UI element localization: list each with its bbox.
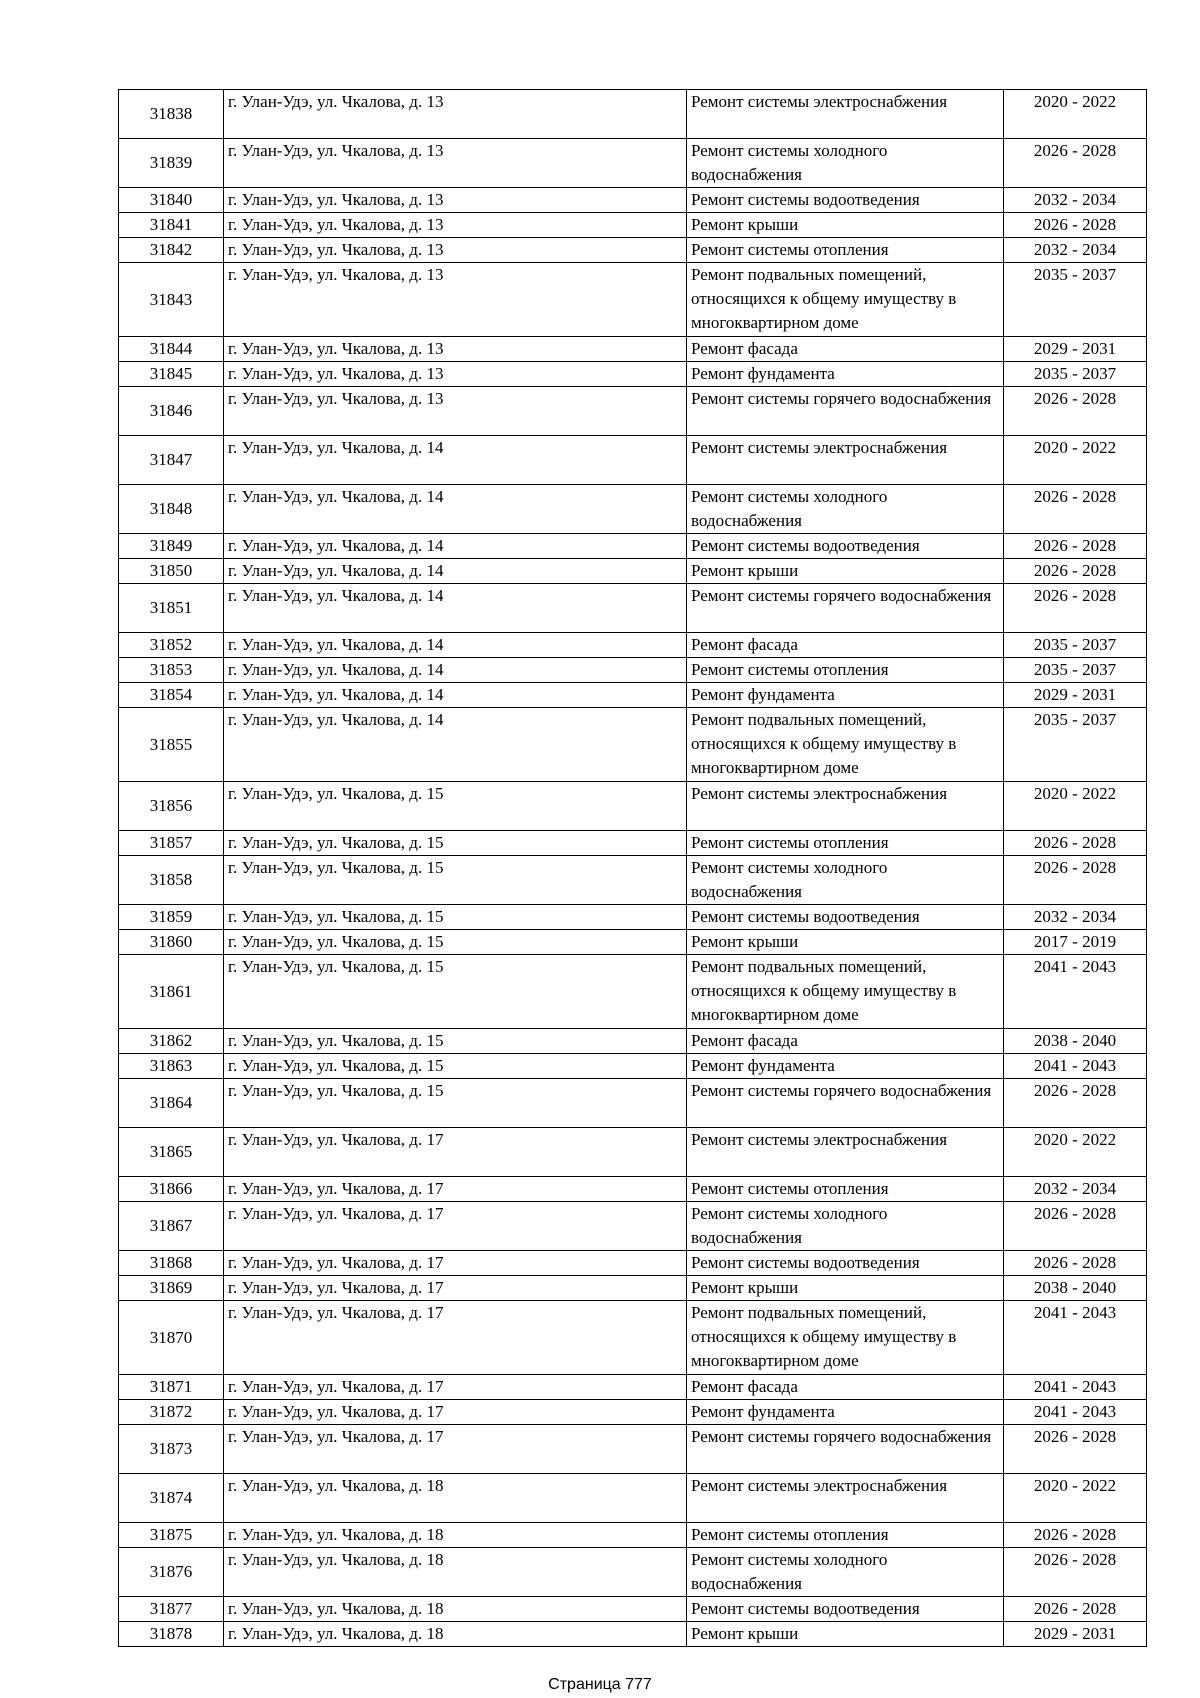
row-number-cell: 31844: [119, 337, 224, 362]
work-type-cell: Ремонт системы отопления: [687, 1523, 1004, 1548]
work-type-cell: Ремонт системы отопления: [687, 1177, 1004, 1202]
work-type-cell: Ремонт фундамента: [687, 1054, 1004, 1079]
address-cell: г. Улан-Удэ, ул. Чкалова, д. 15: [224, 905, 687, 930]
work-type-cell: Ремонт крыши: [687, 213, 1004, 238]
address-cell: г. Улан-Удэ, ул. Чкалова, д. 15: [224, 955, 687, 1029]
address-cell: г. Улан-Удэ, ул. Чкалова, д. 13: [224, 238, 687, 263]
row-number-cell: 31848: [119, 485, 224, 534]
address-cell: г. Улан-Удэ, ул. Чкалова, д. 18: [224, 1548, 687, 1597]
table-row: [119, 1523, 1147, 1548]
period-cell: 2041 - 2043: [1004, 1301, 1147, 1375]
row-number-cell: 31866: [119, 1177, 224, 1202]
table-row: [119, 633, 1147, 658]
address-cell: г. Улан-Удэ, ул. Чкалова, д. 13: [224, 90, 687, 139]
period-cell: 2038 - 2040: [1004, 1276, 1147, 1301]
address-cell: г. Улан-Удэ, ул. Чкалова, д. 15: [224, 930, 687, 955]
address-cell: г. Улан-Удэ, ул. Чкалова, д. 17: [224, 1177, 687, 1202]
table-row: [119, 831, 1147, 856]
period-cell: 2032 - 2034: [1004, 1177, 1147, 1202]
period-cell: 2020 - 2022: [1004, 1128, 1147, 1177]
row-number-cell: 31843: [119, 263, 224, 337]
table-body: [119, 90, 1147, 1647]
row-number-cell: 31870: [119, 1301, 224, 1375]
row-number-cell: 31876: [119, 1548, 224, 1597]
period-cell: 2020 - 2022: [1004, 90, 1147, 139]
work-type-cell: Ремонт системы электроснабжения: [687, 1128, 1004, 1177]
row-number-cell: 31862: [119, 1029, 224, 1054]
table-row: [119, 1597, 1147, 1622]
table-row: [119, 213, 1147, 238]
period-cell: 2026 - 2028: [1004, 1079, 1147, 1128]
work-type-cell: Ремонт системы отопления: [687, 238, 1004, 263]
address-cell: г. Улан-Удэ, ул. Чкалова, д. 17: [224, 1202, 687, 1251]
work-type-cell: Ремонт системы холодного водоснабжения: [687, 139, 1004, 188]
repair-schedule-table: [118, 89, 1147, 1647]
row-number-cell: 31842: [119, 238, 224, 263]
period-cell: 2020 - 2022: [1004, 782, 1147, 831]
row-number-cell: 31856: [119, 782, 224, 831]
row-number-cell: 31869: [119, 1276, 224, 1301]
row-number-cell: 31850: [119, 559, 224, 584]
address-cell: г. Улан-Удэ, ул. Чкалова, д. 13: [224, 387, 687, 436]
address-cell: г. Улан-Удэ, ул. Чкалова, д. 14: [224, 436, 687, 485]
period-cell: 2032 - 2034: [1004, 905, 1147, 930]
work-type-cell: Ремонт системы холодного водоснабжения: [687, 485, 1004, 534]
table-row: [119, 683, 1147, 708]
period-cell: 2026 - 2028: [1004, 1425, 1147, 1474]
row-number-cell: 31841: [119, 213, 224, 238]
row-number-cell: 31853: [119, 658, 224, 683]
period-cell: 2026 - 2028: [1004, 1202, 1147, 1251]
address-cell: г. Улан-Удэ, ул. Чкалова, д. 18: [224, 1622, 687, 1647]
row-number-cell: 31859: [119, 905, 224, 930]
work-type-cell: Ремонт крыши: [687, 930, 1004, 955]
work-type-cell: Ремонт системы водоотведения: [687, 1597, 1004, 1622]
period-cell: 2035 - 2037: [1004, 263, 1147, 337]
row-number-cell: 31863: [119, 1054, 224, 1079]
period-cell: 2026 - 2028: [1004, 856, 1147, 905]
address-cell: г. Улан-Удэ, ул. Чкалова, д. 14: [224, 534, 687, 559]
work-type-cell: Ремонт подвальных помещений, относящихся к общему имуществу в многоквартирном доме: [687, 1301, 1004, 1375]
address-cell: г. Улан-Удэ, ул. Чкалова, д. 17: [224, 1128, 687, 1177]
table-row: [119, 534, 1147, 559]
work-type-cell: Ремонт системы холодного водоснабжения: [687, 1548, 1004, 1597]
address-cell: г. Улан-Удэ, ул. Чкалова, д. 17: [224, 1425, 687, 1474]
table-row: [119, 782, 1147, 831]
table-row: [119, 139, 1147, 188]
work-type-cell: Ремонт системы горячего водоснабжения: [687, 1425, 1004, 1474]
row-number-cell: 31874: [119, 1474, 224, 1523]
table-row: [119, 559, 1147, 584]
address-cell: г. Улан-Удэ, ул. Чкалова, д. 15: [224, 782, 687, 831]
address-cell: г. Улан-Удэ, ул. Чкалова, д. 18: [224, 1523, 687, 1548]
table-row: [119, 1029, 1147, 1054]
work-type-cell: Ремонт фасада: [687, 633, 1004, 658]
row-number-cell: 31877: [119, 1597, 224, 1622]
address-cell: г. Улан-Удэ, ул. Чкалова, д. 13: [224, 263, 687, 337]
table-row: [119, 856, 1147, 905]
period-cell: 2032 - 2034: [1004, 238, 1147, 263]
period-cell: 2026 - 2028: [1004, 559, 1147, 584]
work-type-cell: Ремонт подвальных помещений, относящихся к общему имуществу в многоквартирном доме: [687, 708, 1004, 782]
period-cell: 2026 - 2028: [1004, 213, 1147, 238]
address-cell: г. Улан-Удэ, ул. Чкалова, д. 15: [224, 856, 687, 905]
row-number-cell: 31852: [119, 633, 224, 658]
period-cell: 2020 - 2022: [1004, 1474, 1147, 1523]
table-row: [119, 1301, 1147, 1375]
period-cell: 2035 - 2037: [1004, 708, 1147, 782]
table-row: [119, 1400, 1147, 1425]
table-row: [119, 1622, 1147, 1647]
period-cell: 2026 - 2028: [1004, 1597, 1147, 1622]
table-row: [119, 263, 1147, 337]
address-cell: г. Улан-Удэ, ул. Чкалова, д. 17: [224, 1301, 687, 1375]
period-cell: 2038 - 2040: [1004, 1029, 1147, 1054]
work-type-cell: Ремонт подвальных помещений, относящихся к общему имуществу в многоквартирном доме: [687, 263, 1004, 337]
table-row: [119, 955, 1147, 1029]
row-number-cell: 31873: [119, 1425, 224, 1474]
address-cell: г. Улан-Удэ, ул. Чкалова, д. 14: [224, 708, 687, 782]
work-type-cell: Ремонт системы горячего водоснабжения: [687, 387, 1004, 436]
table-row: [119, 930, 1147, 955]
table-row: [119, 658, 1147, 683]
address-cell: г. Улан-Удэ, ул. Чкалова, д. 13: [224, 188, 687, 213]
address-cell: г. Улан-Удэ, ул. Чкалова, д. 17: [224, 1276, 687, 1301]
period-cell: 2029 - 2031: [1004, 683, 1147, 708]
period-cell: 2035 - 2037: [1004, 362, 1147, 387]
address-cell: г. Улан-Удэ, ул. Чкалова, д. 14: [224, 485, 687, 534]
row-number-cell: 31868: [119, 1251, 224, 1276]
address-cell: г. Улан-Удэ, ул. Чкалова, д. 17: [224, 1400, 687, 1425]
table-row: [119, 1251, 1147, 1276]
address-cell: г. Улан-Удэ, ул. Чкалова, д. 15: [224, 1079, 687, 1128]
address-cell: г. Улан-Удэ, ул. Чкалова, д. 13: [224, 139, 687, 188]
work-type-cell: Ремонт системы холодного водоснабжения: [687, 1202, 1004, 1251]
work-type-cell: Ремонт системы электроснабжения: [687, 782, 1004, 831]
table-row: [119, 584, 1147, 633]
address-cell: г. Улан-Удэ, ул. Чкалова, д. 13: [224, 213, 687, 238]
work-type-cell: Ремонт системы отопления: [687, 831, 1004, 856]
row-number-cell: 31865: [119, 1128, 224, 1177]
table-row: [119, 387, 1147, 436]
work-type-cell: Ремонт системы электроснабжения: [687, 90, 1004, 139]
address-cell: г. Улан-Удэ, ул. Чкалова, д. 18: [224, 1474, 687, 1523]
table-row: [119, 1177, 1147, 1202]
work-type-cell: Ремонт системы горячего водоснабжения: [687, 584, 1004, 633]
period-cell: 2035 - 2037: [1004, 658, 1147, 683]
table-row: [119, 337, 1147, 362]
row-number-cell: 31857: [119, 831, 224, 856]
table-row: [119, 1054, 1147, 1079]
work-type-cell: Ремонт системы горячего водоснабжения: [687, 1079, 1004, 1128]
work-type-cell: Ремонт системы холодного водоснабжения: [687, 856, 1004, 905]
period-cell: 2026 - 2028: [1004, 1251, 1147, 1276]
period-cell: 2032 - 2034: [1004, 188, 1147, 213]
row-number-cell: 31864: [119, 1079, 224, 1128]
row-number-cell: 31854: [119, 683, 224, 708]
row-number-cell: 31839: [119, 139, 224, 188]
table-row: [119, 1375, 1147, 1400]
work-type-cell: Ремонт крыши: [687, 1276, 1004, 1301]
work-type-cell: Ремонт системы электроснабжения: [687, 436, 1004, 485]
row-number-cell: 31840: [119, 188, 224, 213]
work-type-cell: Ремонт системы водоотведения: [687, 1251, 1004, 1276]
work-type-cell: Ремонт системы отопления: [687, 658, 1004, 683]
period-cell: 2041 - 2043: [1004, 1375, 1147, 1400]
row-number-cell: 31849: [119, 534, 224, 559]
work-type-cell: Ремонт подвальных помещений, относящихся к общему имуществу в многоквартирном доме: [687, 955, 1004, 1029]
table-row: [119, 1128, 1147, 1177]
address-cell: г. Улан-Удэ, ул. Чкалова, д. 13: [224, 362, 687, 387]
address-cell: г. Улан-Удэ, ул. Чкалова, д. 17: [224, 1375, 687, 1400]
row-number-cell: 31875: [119, 1523, 224, 1548]
table-row: [119, 188, 1147, 213]
table-row: [119, 905, 1147, 930]
work-type-cell: Ремонт фасада: [687, 337, 1004, 362]
row-number-cell: 31838: [119, 90, 224, 139]
table-row: [119, 1202, 1147, 1251]
row-number-cell: 31845: [119, 362, 224, 387]
address-cell: г. Улан-Удэ, ул. Чкалова, д. 18: [224, 1597, 687, 1622]
address-cell: г. Улан-Удэ, ул. Чкалова, д. 13: [224, 337, 687, 362]
period-cell: 2026 - 2028: [1004, 387, 1147, 436]
table-row: [119, 436, 1147, 485]
work-type-cell: Ремонт фундамента: [687, 362, 1004, 387]
work-type-cell: Ремонт системы водоотведения: [687, 534, 1004, 559]
table-row: [119, 238, 1147, 263]
address-cell: г. Улан-Удэ, ул. Чкалова, д. 15: [224, 1054, 687, 1079]
row-number-cell: 31867: [119, 1202, 224, 1251]
period-cell: 2029 - 2031: [1004, 337, 1147, 362]
table-row: [119, 1425, 1147, 1474]
row-number-cell: 31878: [119, 1622, 224, 1647]
table-row: [119, 708, 1147, 782]
row-number-cell: 31872: [119, 1400, 224, 1425]
period-cell: 2041 - 2043: [1004, 1054, 1147, 1079]
table-row: [119, 1079, 1147, 1128]
address-cell: г. Улан-Удэ, ул. Чкалова, д. 14: [224, 584, 687, 633]
row-number-cell: 31861: [119, 955, 224, 1029]
period-cell: 2029 - 2031: [1004, 1622, 1147, 1647]
table-row: [119, 1276, 1147, 1301]
period-cell: 2026 - 2028: [1004, 139, 1147, 188]
row-number-cell: 31847: [119, 436, 224, 485]
period-cell: 2026 - 2028: [1004, 1548, 1147, 1597]
table-row: [119, 1548, 1147, 1597]
period-cell: 2026 - 2028: [1004, 1523, 1147, 1548]
address-cell: г. Улан-Удэ, ул. Чкалова, д. 14: [224, 633, 687, 658]
table-row: [119, 1474, 1147, 1523]
work-type-cell: Ремонт системы электроснабжения: [687, 1474, 1004, 1523]
period-cell: 2020 - 2022: [1004, 436, 1147, 485]
row-number-cell: 31858: [119, 856, 224, 905]
period-cell: 2026 - 2028: [1004, 534, 1147, 559]
row-number-cell: 31855: [119, 708, 224, 782]
work-type-cell: Ремонт крыши: [687, 559, 1004, 584]
address-cell: г. Улан-Удэ, ул. Чкалова, д. 15: [224, 831, 687, 856]
work-type-cell: Ремонт системы водоотведения: [687, 188, 1004, 213]
address-cell: г. Улан-Удэ, ул. Чкалова, д. 14: [224, 683, 687, 708]
work-type-cell: Ремонт фундамента: [687, 1400, 1004, 1425]
table-row: [119, 362, 1147, 387]
period-cell: 2026 - 2028: [1004, 831, 1147, 856]
address-cell: г. Улан-Удэ, ул. Чкалова, д. 15: [224, 1029, 687, 1054]
row-number-cell: 31860: [119, 930, 224, 955]
row-number-cell: 31851: [119, 584, 224, 633]
address-cell: г. Улан-Удэ, ул. Чкалова, д. 17: [224, 1251, 687, 1276]
period-cell: 2041 - 2043: [1004, 1400, 1147, 1425]
period-cell: 2017 - 2019: [1004, 930, 1147, 955]
table-row: [119, 90, 1147, 139]
work-type-cell: Ремонт фасада: [687, 1375, 1004, 1400]
work-type-cell: Ремонт фундамента: [687, 683, 1004, 708]
address-cell: г. Улан-Удэ, ул. Чкалова, д. 14: [224, 658, 687, 683]
period-cell: 2035 - 2037: [1004, 633, 1147, 658]
period-cell: 2026 - 2028: [1004, 584, 1147, 633]
work-type-cell: Ремонт фасада: [687, 1029, 1004, 1054]
table-row: [119, 485, 1147, 534]
address-cell: г. Улан-Удэ, ул. Чкалова, д. 14: [224, 559, 687, 584]
row-number-cell: 31871: [119, 1375, 224, 1400]
period-cell: 2026 - 2028: [1004, 485, 1147, 534]
period-cell: 2041 - 2043: [1004, 955, 1147, 1029]
work-type-cell: Ремонт системы водоотведения: [687, 905, 1004, 930]
row-number-cell: 31846: [119, 387, 224, 436]
work-type-cell: Ремонт крыши: [687, 1622, 1004, 1647]
page-number: Страница 777: [548, 1676, 652, 1693]
